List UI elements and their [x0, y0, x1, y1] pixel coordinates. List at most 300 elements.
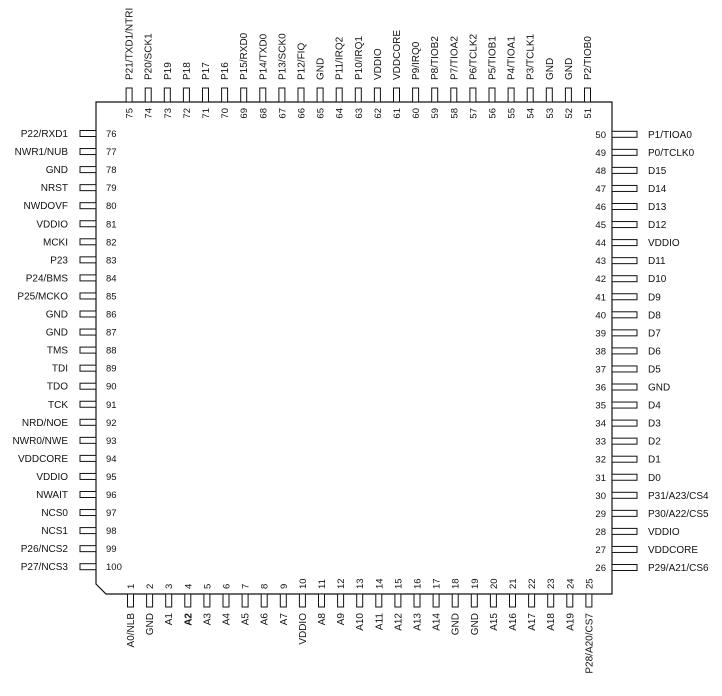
pin-pad — [612, 420, 637, 426]
pin-number: 84 — [106, 273, 117, 285]
pin-pad — [80, 149, 96, 155]
pin-number: 55 — [506, 108, 518, 119]
pin-pad — [612, 276, 637, 282]
pin-pad — [204, 594, 210, 607]
pin-label: D10 — [648, 274, 667, 286]
pin-6 — [222, 584, 233, 626]
pin-number: 53 — [544, 108, 556, 119]
pin-pad — [80, 293, 96, 299]
pin-pad — [413, 88, 419, 102]
pin-label: D9 — [648, 292, 661, 304]
pin-pad — [80, 221, 96, 227]
pin-number: 10 — [297, 578, 309, 589]
pin-pad — [80, 528, 96, 534]
pin-label: NCS1 — [41, 526, 68, 538]
pin-pad — [80, 510, 96, 516]
pin-number: 30 — [595, 490, 606, 502]
pin-number: 29 — [595, 508, 606, 520]
pin-label: NRD/NOE — [21, 417, 68, 429]
pin-pad — [527, 88, 533, 102]
pin-label: P25/MCKO — [17, 291, 68, 303]
pin-3 — [164, 584, 175, 626]
pin-pad — [508, 88, 514, 102]
pin-pad — [185, 594, 191, 607]
pin-78 — [46, 165, 117, 176]
pin-number: 51 — [583, 108, 594, 119]
pin-label: VDDCORE — [17, 453, 68, 465]
pin-number: 48 — [595, 165, 606, 177]
pin-39 — [595, 328, 661, 339]
pin-35 — [595, 401, 661, 412]
pin-label: D4 — [648, 400, 661, 412]
pin-72 — [182, 62, 193, 119]
pin-label: NWAIT — [36, 490, 68, 501]
pin-pad — [317, 88, 323, 102]
pin-label: P9/IRQ0 — [411, 41, 423, 80]
pin-number: 3 — [164, 583, 176, 589]
pin-14 — [374, 578, 385, 630]
pin-number: 79 — [106, 183, 117, 195]
pin-pad — [612, 294, 637, 300]
pin-number: 14 — [374, 578, 386, 589]
pin-label: D1 — [648, 454, 661, 466]
pin-number: 17 — [431, 578, 443, 589]
pin-32 — [595, 455, 661, 466]
pin-pad — [242, 594, 248, 607]
pin-pad — [80, 455, 96, 461]
pin-23 — [546, 578, 557, 630]
pin-number: 78 — [106, 165, 117, 177]
pin-pad — [470, 88, 476, 102]
pin-number: 41 — [595, 292, 606, 304]
pin-label: A11 — [374, 613, 386, 631]
pin-33 — [595, 437, 661, 448]
pin-pad — [80, 401, 96, 407]
pin-18 — [451, 578, 462, 635]
pin-pad — [80, 257, 96, 263]
pin-pad — [529, 594, 535, 607]
pin-pad — [279, 88, 285, 102]
pin-label: GND — [563, 57, 575, 80]
pin-13 — [355, 578, 366, 630]
pin-number: 35 — [595, 400, 606, 412]
pin-number: 56 — [487, 108, 499, 119]
pin-label: P16 — [220, 62, 232, 80]
pin-number: 1 — [126, 583, 137, 589]
pin-number: 59 — [430, 108, 442, 119]
pin-number: 80 — [106, 201, 117, 213]
pin-number: 68 — [258, 108, 270, 119]
pin-number: 69 — [239, 108, 251, 119]
pin-number: 96 — [106, 490, 117, 501]
pin-number: 4 — [183, 583, 195, 589]
pin-label: P8/TIOB2 — [430, 36, 442, 80]
pin-label: A10 — [355, 613, 367, 631]
pin-label: P0/TCLK0 — [648, 147, 695, 159]
pin-number: 11 — [317, 579, 328, 589]
pin-label: P11/IRQ2 — [334, 36, 346, 80]
pin-number: 67 — [277, 108, 289, 119]
pin-number: 85 — [106, 291, 117, 303]
pin-label: A19 — [565, 613, 577, 631]
pin-8 — [260, 584, 271, 626]
pin-number: 94 — [106, 453, 117, 465]
pin-label: NWR1/NUB — [14, 147, 68, 159]
pin-number: 58 — [449, 108, 461, 119]
pin-pad — [164, 88, 170, 102]
pin-pad — [612, 258, 637, 264]
pin-number: 97 — [106, 508, 117, 520]
pin-number: 61 — [392, 108, 403, 119]
pin-pad — [586, 594, 592, 607]
pin-5 — [202, 584, 213, 626]
pin-pad — [80, 167, 96, 173]
pin-label: A5 — [240, 613, 252, 626]
pin-label: GND — [315, 57, 327, 80]
pin-number: 60 — [411, 108, 423, 119]
pin-label: A8 — [317, 613, 328, 626]
pin-number: 36 — [595, 382, 606, 394]
pin-pad — [452, 594, 458, 607]
pin-number: 63 — [353, 108, 365, 119]
pin-pad — [567, 594, 573, 607]
pin-pad — [612, 167, 637, 173]
pin-number: 66 — [296, 108, 308, 119]
pin-label: P27/NCS3 — [20, 562, 68, 574]
pin-label: D13 — [648, 202, 667, 213]
pin-22 — [527, 578, 538, 630]
pin-number: 46 — [595, 202, 606, 213]
pin-number: 95 — [106, 471, 117, 483]
pin-label: VDDCORE — [392, 29, 403, 80]
pin-pad — [612, 204, 637, 210]
pin-label: D5 — [648, 364, 661, 376]
pin-label: D11 — [648, 256, 666, 268]
pin-label: P10/IRQ1 — [353, 36, 365, 80]
pin-62 — [373, 48, 384, 118]
pin-label: P22/RXD1 — [20, 129, 68, 140]
pin-number: 86 — [106, 309, 117, 321]
pin-number: 74 — [143, 108, 155, 119]
pin-pad — [612, 185, 637, 191]
pin-pad — [80, 564, 96, 570]
pin-label: D12 — [648, 220, 667, 232]
pin-number: 92 — [106, 417, 117, 429]
pin-label: VDDIO — [648, 238, 680, 250]
pin-16 — [413, 578, 424, 630]
pin-label: GND — [648, 382, 671, 394]
pin-pad — [298, 88, 304, 102]
pin-label: A13 — [412, 613, 424, 631]
pin-37 — [595, 364, 661, 375]
pin-number: 39 — [595, 328, 606, 340]
pin-79 — [41, 183, 117, 194]
pin-number: 23 — [546, 578, 558, 589]
pin-73 — [163, 62, 174, 119]
pin-label: GND — [450, 613, 462, 636]
pin-pad — [374, 88, 380, 102]
pin-number: 21 — [508, 578, 519, 589]
pin-10 — [298, 578, 309, 644]
pin-pad — [612, 492, 637, 498]
pin-pad — [80, 329, 96, 335]
pin-label: A15 — [488, 613, 500, 631]
pin-label: A18 — [546, 613, 558, 631]
pin-label: NCS0 — [41, 508, 68, 520]
pin-label: VDDCORE — [648, 544, 699, 556]
pin-40 — [595, 310, 661, 321]
pin-label: P13/SCK0 — [277, 33, 289, 80]
pin-label: P31/A23/CS4 — [648, 490, 709, 502]
pin-number: 2 — [145, 583, 157, 589]
pin-pad — [80, 347, 96, 353]
pin-number: 65 — [315, 108, 327, 119]
pin-82 — [43, 237, 117, 248]
pin-number: 13 — [355, 578, 367, 589]
pin-label: P30/A22/CS5 — [648, 508, 709, 520]
pin-label: VDDIO — [297, 613, 309, 645]
pin-pad — [80, 546, 96, 552]
pin-label: P23 — [50, 255, 68, 267]
pin-97 — [41, 508, 116, 519]
pin-number: 34 — [595, 418, 606, 430]
pin-number: 37 — [595, 364, 606, 376]
pin-label: A3 — [202, 613, 214, 626]
pin-83 — [50, 255, 116, 266]
pin-number: 81 — [106, 219, 117, 231]
pin-label: VDDIO — [36, 471, 68, 483]
pin-pad — [612, 456, 637, 462]
pin-pad — [432, 88, 438, 102]
pin-number: 82 — [106, 237, 117, 249]
pin-number: 7 — [240, 583, 252, 589]
pin-label: P24/BMS — [25, 273, 68, 285]
pin-pad — [612, 149, 637, 155]
pin-label: D3 — [648, 418, 661, 430]
pin-pad — [376, 594, 382, 607]
pin-label: P4/TIOA1 — [506, 36, 518, 80]
pin-label: A4 — [221, 613, 233, 626]
pin-pad — [166, 594, 172, 607]
pin-pad — [612, 384, 637, 390]
pin-34 — [595, 419, 661, 430]
pin-number: 87 — [106, 327, 117, 339]
pin-number: 93 — [106, 435, 117, 447]
pin-label: P28/A20/CS7 — [584, 613, 596, 674]
pin-label: P15/RXD0 — [239, 32, 251, 80]
pin-15 — [393, 578, 404, 630]
pin-label: TCK — [48, 399, 68, 411]
pin-label: A6 — [259, 613, 271, 626]
pin-53 — [545, 58, 556, 119]
pin-pad — [612, 402, 637, 408]
pin-number: 54 — [525, 108, 537, 119]
pin-17 — [432, 578, 443, 630]
pin-number: 75 — [124, 108, 136, 119]
pin-pad — [183, 88, 189, 102]
pin-pad — [489, 88, 495, 102]
pin-label: A14 — [431, 613, 443, 631]
pin-pad — [612, 565, 637, 571]
pin-pad — [612, 222, 637, 228]
pin-label: D15 — [648, 165, 667, 177]
pin-91 — [48, 400, 117, 411]
pin-pad — [80, 437, 96, 443]
pin-label: GND — [544, 57, 556, 80]
pin-label: P29/A21/CS6 — [648, 563, 709, 574]
pin-label: A7 — [278, 613, 290, 626]
pin-number: 89 — [106, 363, 117, 375]
pin-pad — [80, 203, 96, 209]
pin-pad — [612, 366, 637, 372]
pin-number: 62 — [372, 108, 384, 119]
pin-number: 8 — [259, 583, 271, 589]
pin-number: 25 — [584, 578, 596, 589]
pin-pad — [280, 594, 286, 607]
pin-label: D2 — [648, 436, 661, 448]
pin-number: 43 — [595, 256, 606, 268]
pin-pad — [80, 131, 96, 137]
pin-number: 91 — [106, 399, 117, 411]
pin-label: VDDIO — [648, 526, 680, 538]
pin-number: 27 — [595, 544, 606, 556]
pin-number: 32 — [595, 454, 606, 466]
pin-pad — [471, 594, 477, 607]
pin-pad — [612, 546, 637, 552]
pin-20 — [489, 578, 500, 630]
pin-pad — [612, 240, 637, 246]
pin-number: 6 — [221, 583, 233, 589]
pin-label: P20/SCK1 — [143, 33, 155, 80]
pin-label: P1/TIOA0 — [648, 129, 692, 141]
pin-pad — [203, 88, 209, 102]
pin-86 — [46, 310, 117, 321]
pin-label: A17 — [527, 613, 539, 631]
pin-pad — [80, 473, 96, 479]
pin-pad — [80, 419, 96, 425]
pin-pad — [80, 492, 96, 498]
pin-71 — [201, 62, 212, 119]
pin-label: A9 — [336, 613, 348, 626]
pin-pad — [394, 88, 400, 102]
pin-24 — [565, 578, 576, 630]
pin-label: A0/NLB — [126, 613, 137, 648]
pin-87 — [46, 328, 117, 339]
pin-pad — [612, 348, 637, 354]
pin-number: 90 — [106, 381, 117, 393]
pin-label: A16 — [508, 613, 519, 631]
pin-pad — [395, 594, 401, 607]
pin-label: P5/TIOB1 — [487, 36, 499, 80]
pin-number: 28 — [595, 526, 606, 538]
pin-pad — [222, 88, 228, 102]
pin-pad — [261, 594, 267, 607]
pin-pad — [612, 474, 637, 480]
pin-number: 57 — [468, 108, 480, 119]
pin-38 — [595, 346, 661, 357]
pin-label: P14/TXD0 — [258, 33, 270, 80]
pin-number: 22 — [527, 578, 539, 589]
pin-number: 77 — [106, 147, 117, 159]
pin-number: 24 — [565, 578, 577, 589]
pin-90 — [47, 382, 117, 393]
pin-pad — [355, 88, 361, 102]
pin-pad — [80, 383, 96, 389]
pin-pad — [80, 185, 96, 191]
pin-21 — [508, 578, 519, 630]
pin-89 — [52, 364, 117, 375]
pin-label: TDO — [46, 381, 68, 393]
pin-label: P19 — [162, 62, 174, 80]
pin-label: P21/TXD1/NTRI — [124, 7, 136, 80]
pin-pad — [80, 275, 96, 281]
pin-number: 100 — [106, 562, 122, 574]
pin-label: VDDIO — [36, 219, 68, 231]
pin-number: 20 — [488, 578, 500, 589]
pin-number: 40 — [595, 310, 606, 322]
pin-pad — [510, 594, 516, 607]
pin-pad — [612, 131, 637, 137]
pin-label: GND — [145, 613, 157, 636]
pin-70 — [220, 62, 231, 119]
pin-pad — [241, 88, 247, 102]
pin-label: GND — [469, 613, 481, 636]
pin-number: 71 — [201, 108, 212, 119]
pin-label: D0 — [648, 472, 661, 484]
pin-label: NWDOVF — [23, 201, 68, 213]
pin-number: 18 — [450, 578, 462, 589]
pin-pad — [612, 528, 637, 534]
pin-pad — [80, 311, 96, 317]
pin-100 — [21, 562, 122, 573]
pin-pad — [319, 594, 325, 607]
pin-label: MCKI — [43, 237, 68, 249]
pin-number: 42 — [595, 274, 606, 286]
pin-pad — [299, 594, 305, 607]
pin-number: 9 — [278, 583, 290, 589]
pin-pad — [433, 594, 439, 607]
pin-number: 72 — [181, 108, 193, 119]
pin-label: NWR0/NWE — [12, 435, 68, 447]
pin-pad — [612, 312, 637, 318]
pin-number: 31 — [595, 472, 606, 484]
pin-label: GND — [45, 309, 68, 321]
pin-label: A12 — [393, 613, 405, 631]
pin-number: 5 — [202, 583, 214, 589]
pin-label: TMS — [46, 345, 68, 357]
pin-label: D8 — [648, 310, 661, 322]
pin-number: 98 — [106, 526, 117, 538]
pin-number: 73 — [162, 108, 174, 119]
pin-19 — [470, 578, 481, 635]
pin-pad — [585, 88, 591, 102]
pin-label: D7 — [648, 328, 661, 340]
pin-number: 12 — [336, 578, 348, 589]
pin-number: 44 — [595, 238, 606, 250]
pin-number: 45 — [595, 220, 606, 232]
pin-label: VDDIO — [372, 48, 384, 80]
pin-label: D6 — [648, 346, 661, 358]
pin-pad — [612, 438, 637, 444]
pin-9 — [279, 584, 290, 626]
pin-12 — [336, 578, 347, 625]
pin-number: 16 — [412, 578, 424, 589]
pin-pad — [260, 88, 266, 102]
pin-number: 47 — [595, 183, 606, 195]
pin-number: 99 — [106, 544, 117, 556]
pin-number: 50 — [595, 129, 606, 141]
pin-52 — [564, 58, 575, 119]
